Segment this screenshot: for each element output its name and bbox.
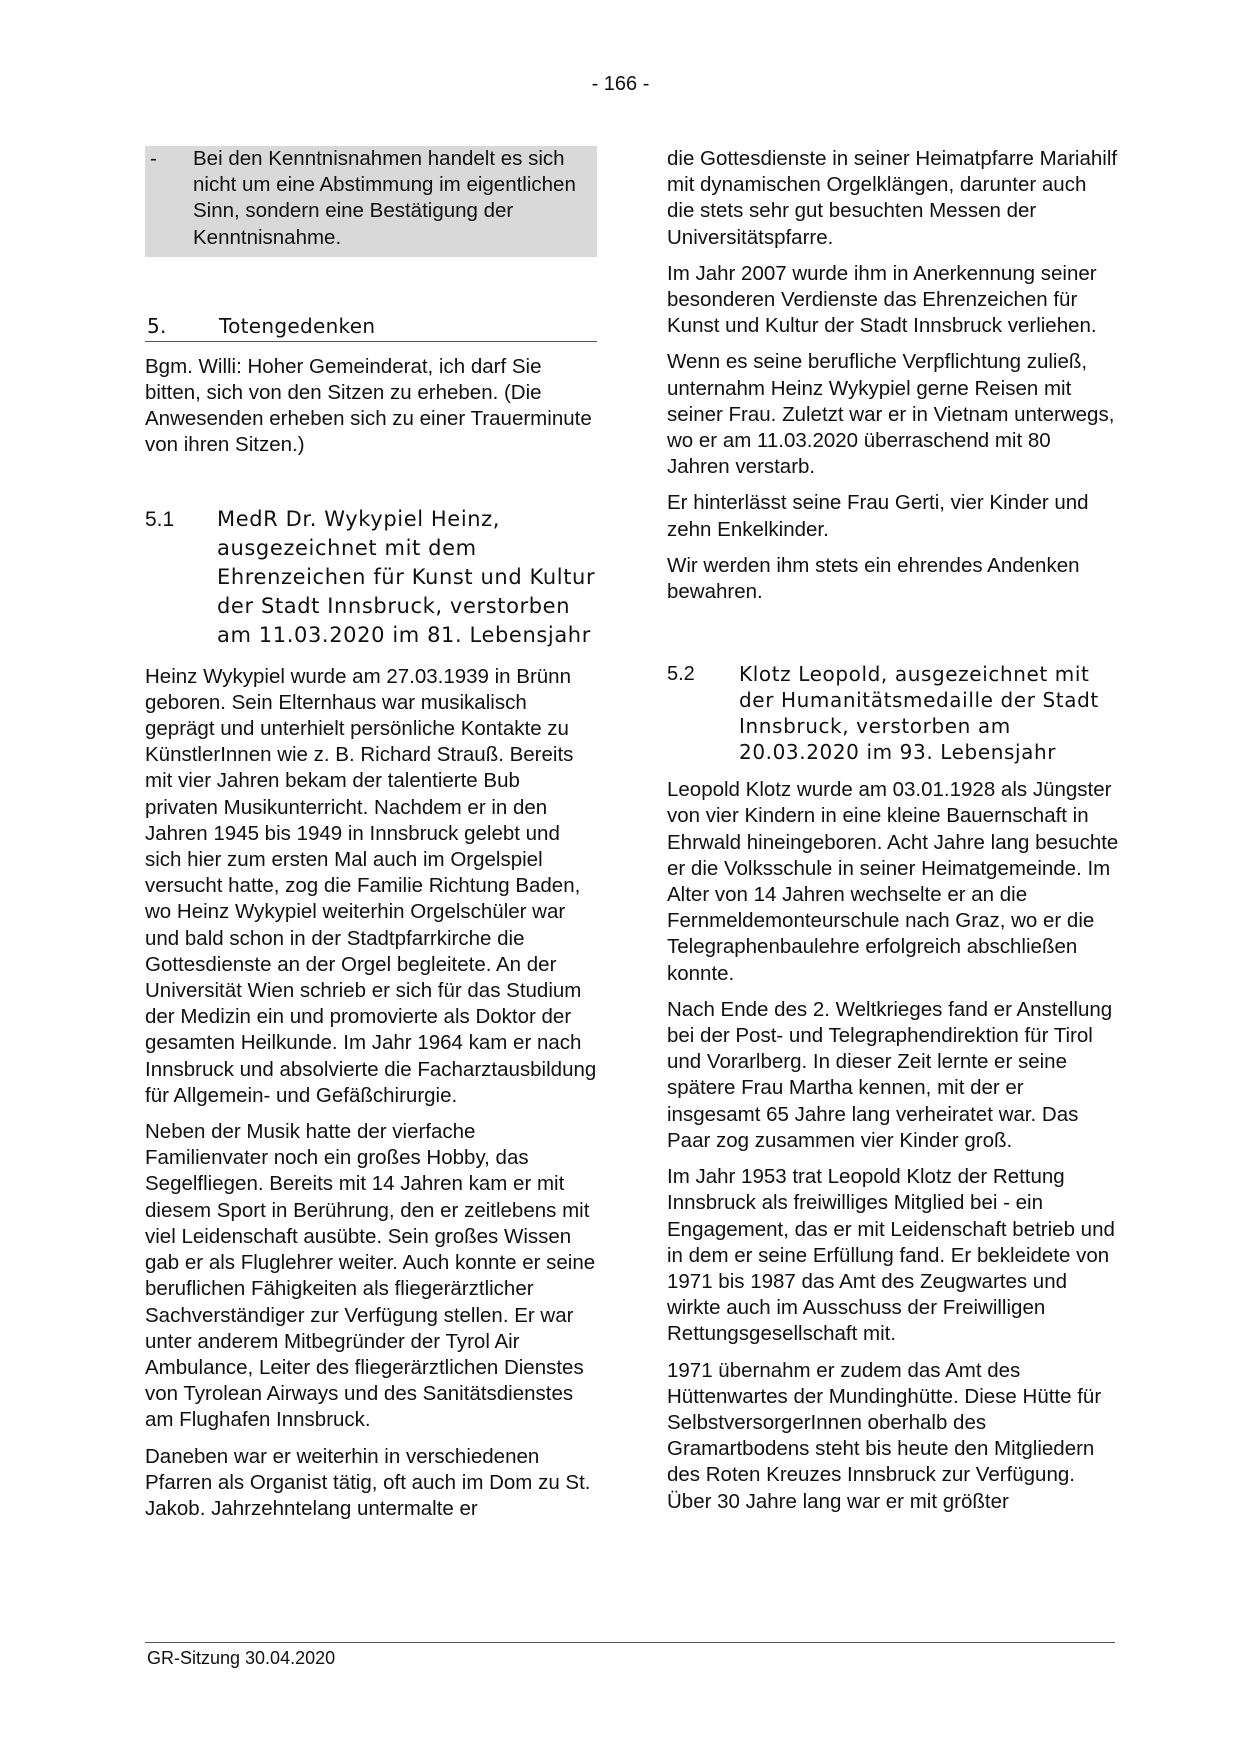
paragraph: Er hinterlässt seine Frau Gerti, vier Kinder und zehn Enkelkinder. [667,491,1089,541]
subsection-number: 5.1 [145,507,175,531]
paragraph: Im Jahr 1953 trat Leopold Klotz der Rettung Innsbruck als freiwilliges Mitglied bei - ein Engagement, das er mit Leidenschaft betrieb und in dem er seine Erfüllung fand. Er bekleidete von 1971 bis 1987 das Amt des Zeugwartes und wirkte auch im Ausschuss der Freiwilligen Rettungsgesellschaft mit. [667,1165,1115,1346]
section-heading [145,313,597,342]
left-column [145,146,597,1532]
note-dash: - [150,147,157,170]
subsection-number: 5.2 [667,663,695,686]
note-box [145,146,597,257]
subsection-title: MedR Dr. Wykypiel Heinz, ausgezeichnet mit dem Ehrenzeichen für Kunst und Kultur der Stadt Innsbruck, verstorben am 11.03.2020 im 81. Lebensjahr [217,506,596,647]
footer-text: GR-Sitzung 30.04.2020 [147,1648,336,1668]
subsection-heading-5-1 [145,505,597,650]
right-column [667,146,1119,1525]
paragraph: die Gottesdienste in seiner Heimatpfarre Mariahilf mit dynamischen Orgelklängen, darunter auch die stets sehr gut besuchten Messen der Universitätspfarre. [667,147,1118,249]
paragraph: Heinz Wykypiel wurde am 27.03.1939 in Brünn geboren. Sein Elternhaus war musikalisch geprägt und unterhielt persönliche Kontakte zu KünstlerInnen wie z. B. Richard Strauß. Bereits mit vier Jahren bekam der talentierte Bub privaten Musikunterricht. Nachdem er in den Jahren 1945 bis 1949 in Innsbruck gelebt und sich hier zum ersten Mal auch im Orgelspiel versucht hatte, zog die Familie Richtung Baden, wo Heinz Wykypiel weiterhin Orgelschüler war und bald schon in der Stadtpfarrkirche die Gottesdienste an der Orgel begleitete. An der Universität Wien schrieb er sich für das Studium der Medizin ein und promovierte als Doktor der gesamten Heilkunde. Im Jahr 1964 kam er nach Innsbruck und absolvierte die Facharztausbildung für Allgemein- und Gefäßchirurgie. [145,664,597,1107]
paragraph: Wir werden ihm stets ein ehrendes Andenken bewahren. [667,553,1080,604]
paragraph: Im Jahr 2007 wurde ihm in Anerkennung seiner besonderen Verdienste das Ehrenzeichen für Kunst und Kultur der Stadt Innsbruck verliehen. [667,261,1097,338]
section-title: Totengedenken [219,313,376,338]
note-text: Bei den Kenntnisnahmen handelt es sich nicht um eine Abstimmung im eigentlichen Sinn, sondern eine Bestätigung der Kenntnisnahme. [193,147,576,249]
subsection-heading-5-2 [667,661,1119,765]
footer-divider [145,1642,1115,1643]
paragraph: Neben der Musik hatte der vierfache Familienvater noch ein großes Hobby, das Segelfliegen. Bereits mit 14 Jahren kam er mit diesem Sport in Berührung, den er zeitlebens mit viel Leidenschaft ausübte. Sein großes Wissen gab er als Fluglehrer weiter. Auch konnte er seine beruflichen Fähigkeiten als fliegerärztlicher Sachverständiger zur Verfügung stellen. Er war unter anderem Mitbegründer der Tyrol Air Ambulance, Leiter des fliegerärztlichen Dienstes von Tyrolean Airways und des Sanitätsdienstes am Flughafen Innsbruck. [145,1120,596,1432]
paragraph: Leopold Klotz wurde am 03.01.1928 als Jüngster von vier Kindern in eine kleine Bauernschaft in Ehrwald hineingeboren. Acht Jahre lang besuchte er die Volksschule in seiner Heimatgemeinde. Im Alter von 14 Jahren wechselte er an die Fernmeldemonteurschule nach Graz, wo er die Telegraphenbaulehre erfolgreich abschließen konnte. [667,778,1119,985]
section-number: 5. [147,313,167,338]
paragraph: Daneben war er weiterhin in verschiedenen Pfarren als Organist tätig, oft auch im Dom zu St. Jakob. Jahrzehntelang untermalte er [145,1444,591,1520]
page-number: - 166 - [591,73,650,95]
intro-paragraph: Bgm. Willi: Hoher Gemeinderat, ich darf Sie bitten, sich von den Sitzen zu erheben. (Die Anwesenden erheben sich zu einer Trauerminute von ihren Sitzen.) [145,354,592,457]
subsection-title: Klotz Leopold, ausgezeichnet mit der Humanitätsmedaille der Stadt Innsbruck, verstorben am 20.03.2020 im 93. Lebensjahr [739,662,1099,765]
paragraph: Wenn es seine berufliche Verpflichtung zuließ, unternahm Heinz Wykypiel gerne Reisen mit seiner Frau. Zuletzt war er in Vietnam unterwegs, wo er am 11.03.2020 überraschend mit 80 Jahren verstarb. [667,350,1115,479]
paragraph: Nach Ende des 2. Weltkrieges fand er Anstellung bei der Post- und Telegraphendirektion für Tirol und Vorarlberg. In dieser Zeit lernte er seine spätere Frau Martha kennen, mit der er insgesamt 65 Jahre lang verheiratet war. Das Paar zog zusammen vier Kinder groß. [667,997,1113,1152]
paragraph: 1971 übernahm er zudem das Amt des Hüttenwartes der Mundinghütte. Diese Hütte für SelbstversorgerInnen oberhalb des Gramartbodens steht bis heute den Mitgliedern des Roten Kreuzes Innsbruck zur Verfügung. Über 30 Jahre lang war er mit größter [667,1358,1102,1513]
